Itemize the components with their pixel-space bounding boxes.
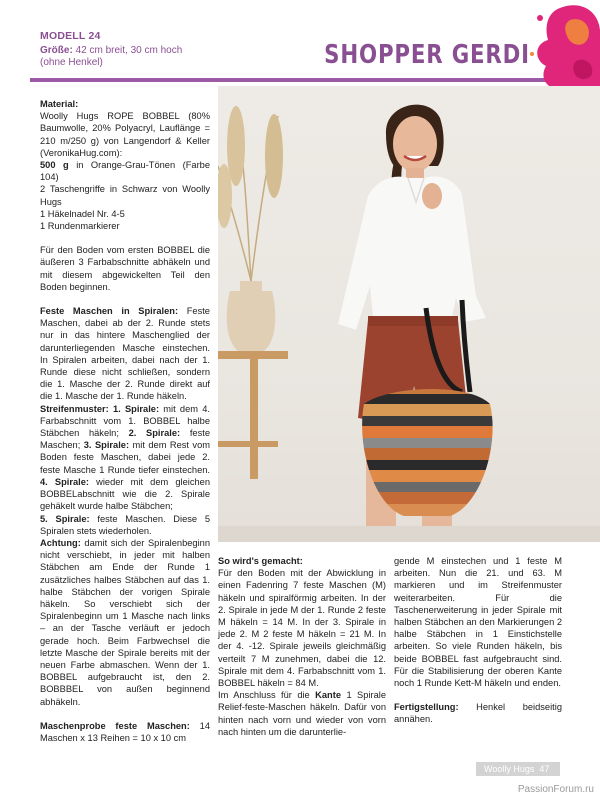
material-section — [40, 98, 210, 232]
text-column-instructions — [218, 555, 386, 738]
material-amount-bold: 500 g — [40, 160, 69, 171]
material-handles: 2 Taschengriffe in Schwarz von Woolly Hugs — [40, 184, 210, 207]
size-info — [40, 45, 260, 69]
instructions-continued: gende M einstechen und 1 feste M arbeiten. Nun die 21. und 63. M markieren und im Streifenmuster weiterarbeiten. Für die Taschenerweiterung in jeder Spirale mit halben Stäbchen an den Markierungen 2 halbe Stäbchen in 1 Einstichstelle arbeiten. So viele Runden häkeln, bis beide BOBBEL fast aufgebraucht sind. Für die Stabilisierung der oberen Kante noch 1 Runde Kett-M häkeln und enden. — [394, 556, 562, 689]
feste-text: Feste Maschen, dabei ab der 2. Runde stets nur in das hintere Maschenglied der darunterliegenden Masche einstechen. In Spiralen arbeiten, dabei nach der 1. Runde diese nicht schließen, sondern die 1. Masche der 2. Runde direkt auf die 1. Masche der 1. Runde häkeln. — [40, 306, 210, 402]
model-number: MODELL 24 — [40, 30, 101, 42]
spiral-1-text: mit dem 4. Farbabschnitt vom 1. BOBBEL halbe Stäbchen häkeln; — [40, 403, 210, 439]
streifen-heading: Streifenmuster: — [40, 403, 109, 414]
instructions-base: Für den Boden mit der Abwicklung in einen Fadenring 7 feste Maschen (M) häkeln und spiralförmig arbeiten. In der 2. Spirale in jede M der 1. Runde 2 feste M häkeln = 14 M. In der 3. Spirale in jede 2. M 2 feste M häkeln = 21 M. In der 4. -12. Spirale jeweils gleichmäßig verteilt 7 M zunehmen, dabei die 12. Spirale mit dem 4. Farbabschnitt vom 1. BOBBEL häkeln = 84 M. — [218, 568, 386, 689]
spiral-3-text: mit dem Rest vom Boden feste Maschen, dabei jede 2. feste Masche 1 Runde tiefer einstechen. — [40, 440, 210, 475]
instructions-edge: 1 Spirale Relief-feste-Maschen häkeln. Dafür von hinten nach vorn und wieder von vorn nach hinten um die darunterlie- — [218, 690, 386, 737]
watermark: PassionForum.ru — [517, 784, 594, 795]
material-marker: 1 Rundenmarkierer — [40, 221, 120, 232]
page-number: 47 — [539, 764, 550, 774]
page-footer — [476, 762, 560, 776]
intro-text: Für den Boden vom ersten BOBBEL die äußeren 3 Farbabschnitte abhäkeln und mit diesem abgewickelten Teil den Boden beginnen. — [40, 245, 210, 292]
size-note: (ohne Henkel) — [40, 57, 103, 68]
material-heading: Material: — [40, 99, 79, 109]
product-photo — [218, 86, 600, 542]
header-rule — [30, 78, 560, 82]
material-amount: in Orange-Grau-Tönen (Farbe 104) — [40, 160, 211, 183]
gauge-heading: Maschenprobe feste Maschen: — [40, 720, 190, 731]
finishing-heading: Fertigstellung: — [394, 702, 459, 713]
spiral-2-label: 2. Spirale: — [128, 428, 181, 439]
size-value: 42 cm breit, 30 cm hoch — [75, 45, 183, 56]
stitch-section — [40, 305, 210, 708]
finishing-section — [394, 701, 562, 725]
gauge-section — [40, 720, 210, 744]
spiral-5-label: 5. Spirale: — [40, 513, 90, 524]
instructions-heading: So wird's gemacht: — [218, 556, 303, 566]
achtung-text: damit sich der Spiralenbeginn nicht verschiebt, in jeder mit halben Stäbchen am Ende der Runde 1 zusätzliches halbes Stäbchen auf das 1. halbe Stäbchen der vorigen Spirale häkeln. So verschiebt sich der Spiralenbeginn um 1 Masche nach links – an der Tasche verläuft er jedoch gerade hoch. Beim Farbwechsel die letzte Masche der Spirale bereits mit der neuen Farbe abmaschen. Wenn der 1. BOBBEL aufgebraucht ist, den 2. BOBBBEL von außen beginnend abhäkeln. — [40, 537, 210, 707]
feste-heading: Feste Maschen in Spiralen: — [40, 306, 179, 317]
material-hook: 1 Häkelnadel Nr. 4-5 — [40, 208, 125, 219]
footer-brand: Woolly Hugs — [484, 764, 535, 774]
size-label: Größe: — [40, 45, 73, 56]
spiral-5-text: feste Maschen. Diese 5 Spiralen stets wiederholen. — [40, 513, 210, 536]
edge-heading: Kante — [315, 690, 342, 701]
spiral-4-label: 4. Spirale: — [40, 476, 89, 487]
model-with-shopper-illustration — [218, 86, 600, 542]
text-column-continued — [394, 555, 562, 738]
material-yarn: Woolly Hugs ROPE BOBBEL (80% Baumwolle, 20% Polyacryl, Lauflänge = 210 m/250 g) von Langendorf & Keller (VeronikaHug.com): — [40, 111, 210, 158]
spiral-3-label: 3. Spirale: — [83, 440, 130, 451]
text-column-materials — [40, 98, 210, 756]
spiral-4-text: wieder mit dem gleichen BOBBELabschnitt wie die 2. Spirale gehäkelt wurde halbe Stäbchen; — [40, 476, 211, 512]
gauge-text: 14 Maschen x 13 Reihen = 10 x 10 cm — [40, 720, 210, 743]
page-title: SHOPPER GERDI — [324, 40, 530, 70]
instructions-edge-intro: Im Anschluss für die — [218, 690, 310, 701]
spiral-2-text: feste Maschen; — [40, 428, 210, 451]
finishing-text: Henkel beidseitig annähen. — [394, 702, 562, 725]
achtung-heading: Achtung: — [40, 537, 81, 548]
spiral-1-label: 1. Spirale: — [112, 403, 160, 414]
